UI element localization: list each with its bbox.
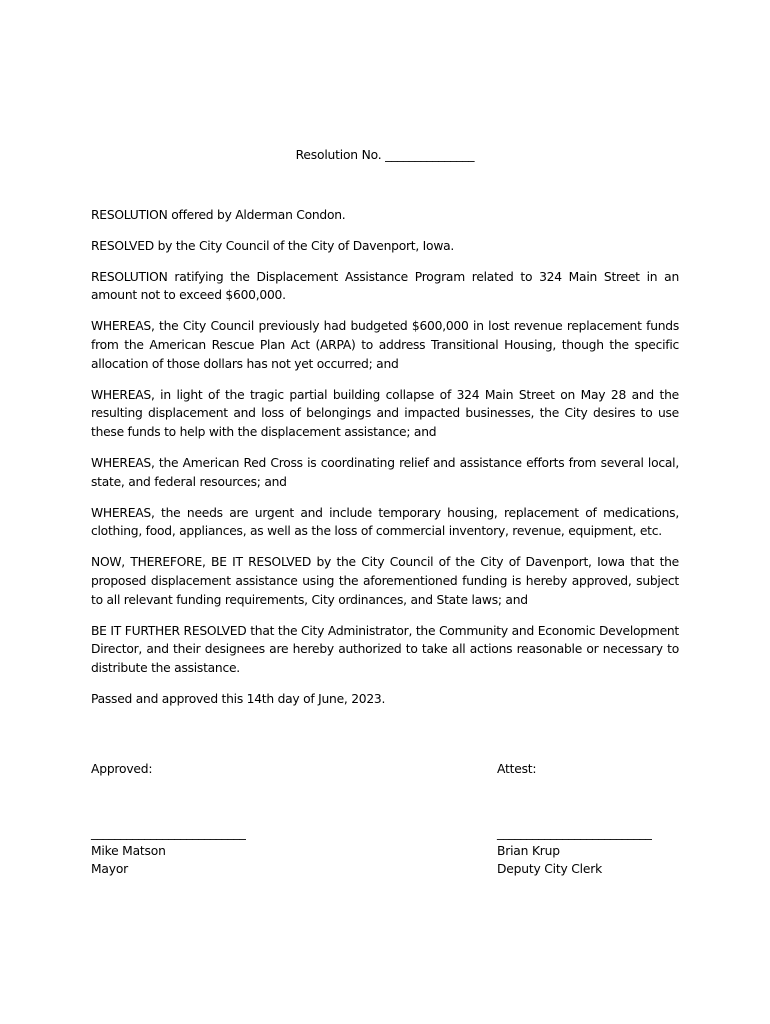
paragraph-offered-by: RESOLUTION offered by Alderman Condon. (91, 208, 346, 222)
attest-signer-title: Deputy City Clerk (497, 862, 602, 876)
paragraph-resolved-by: RESOLVED by the City Council of the City of Davenport, Iowa. (91, 238, 455, 253)
paragraph-resolution-subject: RESOLUTION ratifying the Displacement Assistance Program related to 324 Main Street in an amount not to exceed $600,000. (91, 269, 679, 303)
approved-signer-title: Mayor (91, 862, 129, 876)
approved-signer-name: Mike Matson (91, 844, 166, 858)
paragraph-now-therefore: NOW, THEREFORE, BE IT RESOLVED by the City Council of the City of Davenport, Iowa that the proposed displacement assistance using the aforementioned funding is hereby approved, subject to all relevant funding requirements, City ordinances, and State laws; and (91, 555, 679, 607)
paragraph-whereas-needs: WHEREAS, the needs are urgent and include temporary housing, replacement of medications, clothing, food, appliances, as well as the loss of commercial inventory, revenue, equipment, etc. (91, 505, 679, 539)
paragraph-whereas-budget: WHEREAS, the City Council previously had budgeted $600,000 in lost revenue replacement funds from the American Rescue Plan Act (ARPA) to address Transitional Housing, though the specific allocation of those dollars has not yet occurred; and (91, 319, 679, 371)
approved-signature-line: __________________________ (91, 826, 246, 840)
resolution-number-title: Resolution No. _______________ (295, 148, 475, 162)
resolution-body (91, 206, 679, 721)
attest-label: Attest: (497, 762, 537, 776)
paragraph-further-resolved: BE IT FURTHER RESOLVED that the City Administrator, the Community and Economic Development Director, and their designees are hereby authorized to take all actions reasonable or necessary to distribute the assistance. (91, 623, 679, 676)
attest-signer-name: Brian Krup (497, 844, 560, 858)
approved-label: Approved: (91, 762, 153, 776)
attest-signature-line: __________________________ (497, 826, 652, 840)
paragraph-whereas-red-cross: WHEREAS, the American Red Cross is coordinating relief and assistance efforts from several local, state, and federal resources; and (91, 455, 679, 489)
paragraph-whereas-collapse: WHEREAS, in light of the tragic partial building collapse of 324 Main Street on May 28 and the resulting displacement and loss of belongings and impacted businesses, the City desires to use these funds to help with the displacement assistance; and (91, 387, 679, 440)
paragraph-passed-approved: Passed and approved this 14th day of June, 2023. (91, 691, 386, 706)
